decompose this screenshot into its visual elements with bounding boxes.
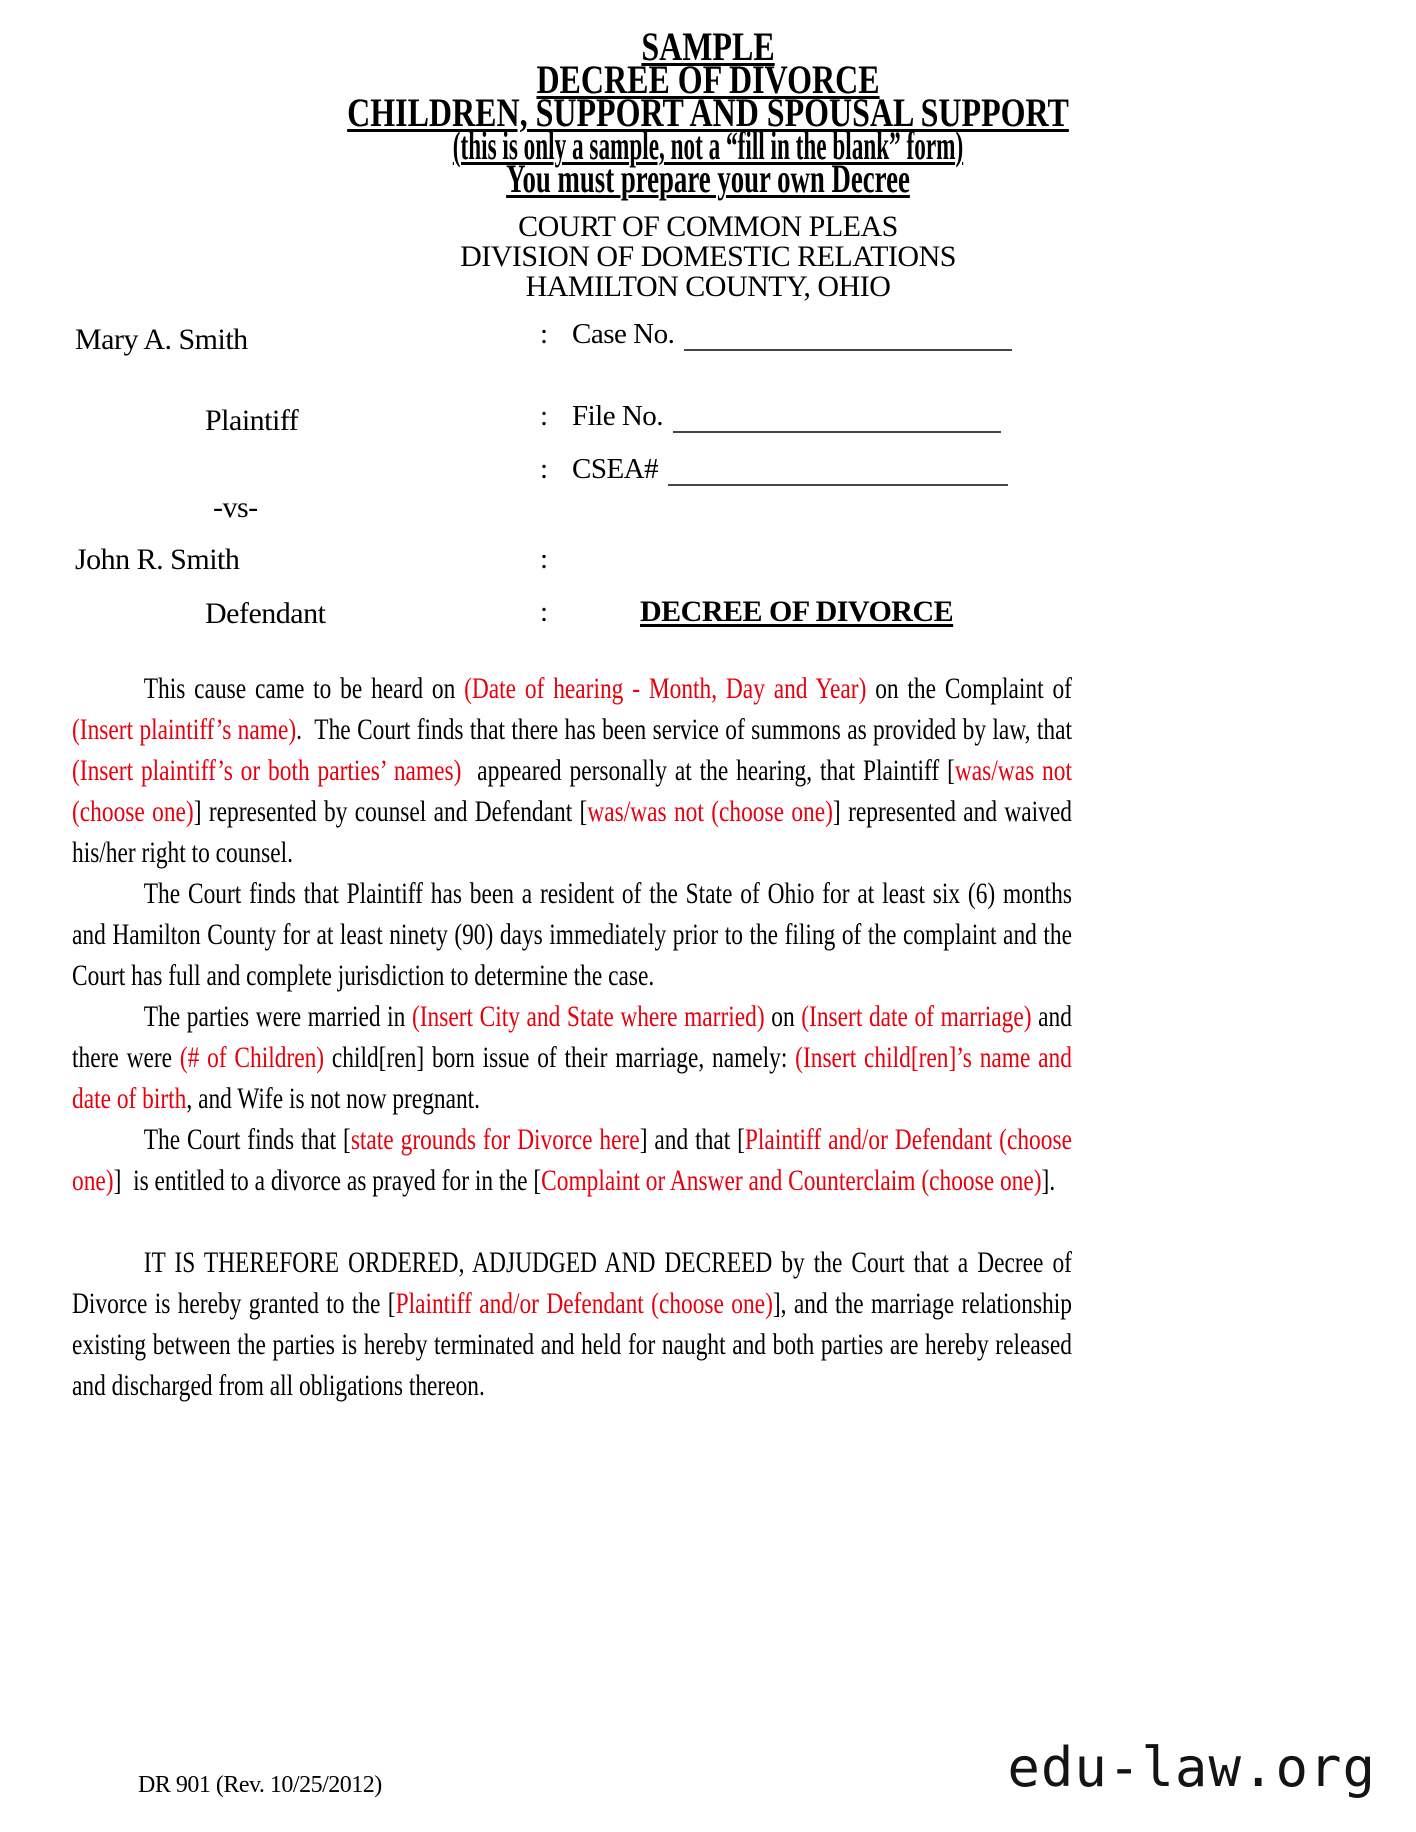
file-no-label: File No. xyxy=(572,400,664,432)
placeholder-text: (Insert plaintiff’s or both parties’ names) xyxy=(72,754,462,787)
title-line-children-support: CHILDREN, SUPPORT AND SPOUSAL SUPPORT xyxy=(347,90,1069,135)
placeholder-text: (Insert City and State where married) xyxy=(411,1000,765,1033)
body-text-run: , and Wife is not now pregnant. xyxy=(186,1082,481,1115)
decree-of-divorce-heading: DECREE OF DIVORCE xyxy=(640,595,954,628)
csea-row xyxy=(540,453,1008,486)
placeholder-text: state grounds for Divorce here xyxy=(350,1123,640,1156)
court-name: COURT OF COMMON PLEAS xyxy=(518,210,898,243)
placeholder-text: was/was not (choose one) xyxy=(587,795,833,828)
court-county: HAMILTON COUNTY, OHIO xyxy=(525,270,891,303)
body-text-run: The Court finds that Plaintiff has been a resident of the State of Ohio for at least six (6) months and Hamilton County for at least ninety (90) days immediately prior to the filing of the complaint and the Court has full and complete jurisdiction to determine the case. xyxy=(72,877,1078,992)
paragraph-grounds xyxy=(72,1119,1078,1201)
body-text-run: on the Complaint of xyxy=(866,672,1078,705)
placeholder-text: (Insert date of marriage) xyxy=(801,1000,1032,1033)
caption-separator: : xyxy=(540,596,549,628)
paragraph-order xyxy=(72,1242,1078,1406)
court-header xyxy=(0,212,1416,302)
placeholder-text: Plaintiff and/or Defendant (choose one) xyxy=(395,1287,773,1320)
paragraph-hearing xyxy=(72,668,1078,873)
case-no-blank xyxy=(684,319,1012,351)
csea-label: CSEA# xyxy=(572,453,659,485)
case-no-row xyxy=(540,318,1012,351)
paragraph-marriage xyxy=(72,996,1078,1119)
body-text-run: and there were xyxy=(72,1000,1078,1074)
paragraph-residency xyxy=(72,873,1078,996)
caption-separator: : xyxy=(540,318,548,350)
body-text-run: on xyxy=(764,1000,802,1033)
placeholder-text: (# of Children) xyxy=(179,1041,325,1074)
case-no-label: Case No. xyxy=(572,318,675,350)
body-text-run: The Court finds that [ xyxy=(143,1123,351,1156)
defendant-name: John R. Smith xyxy=(75,543,240,576)
form-number: DR 901 (Rev. 10/25/2012) xyxy=(138,1772,382,1798)
caption-separator: : xyxy=(540,543,549,575)
defendant-label: Defendant xyxy=(205,597,326,630)
body-text-run: child[ren] born issue of their marriage, namely: xyxy=(324,1041,796,1074)
title-line-only-a-sample: (this is only a sample, not a “fill in the blank” form) xyxy=(452,123,964,168)
versus-label: -vs- xyxy=(213,491,258,524)
body-text-run: ]. xyxy=(1041,1164,1056,1197)
court-division: DIVISION OF DOMESTIC RELATIONS xyxy=(460,240,956,273)
edu-law-watermark: edu-law.org xyxy=(1007,1736,1376,1799)
body-text-run: The parties were married in xyxy=(143,1000,412,1033)
body-text-run: ], and the marriage relationship existing between the parties is hereby terminated and held for naught and both parties are hereby released and discharged from all obligations thereon. xyxy=(72,1287,1078,1402)
file-no-blank xyxy=(673,401,1001,433)
caption-separator: : xyxy=(540,453,548,485)
title-line-decree: DECREE OF DIVORCE xyxy=(536,57,880,102)
body-text-run: . The Court finds that there has been service of summons as provided by law, that xyxy=(296,713,1078,746)
caption-separator: : xyxy=(540,400,548,432)
body-text-run: IT IS THEREFORE ORDERED, ADJUDGED AND DECREED by the Court that a Decree of Divorce is hereby granted to the [ xyxy=(72,1246,1078,1320)
body-text-run: appeared personally at the hearing, that Plaintiff [ xyxy=(461,754,955,787)
placeholder-text: Plaintiff and/or Defendant (choose one) xyxy=(72,1123,1078,1197)
body-text-run: ] is entitled to a divorce as prayed for in the [ xyxy=(113,1164,542,1197)
body-text-run: ] represented and waived his/her right to counsel. xyxy=(72,795,1078,869)
plaintiff-label: Plaintiff xyxy=(205,404,299,437)
placeholder-text: (Insert plaintiff’s name) xyxy=(72,713,297,746)
decree-body xyxy=(72,668,1078,1406)
placeholder-text: (Date of hearing - Month, Day and Year) xyxy=(464,672,867,705)
title-line-prepare-own: You must prepare your own Decree xyxy=(506,156,910,201)
body-text-run: This cause came to be heard on xyxy=(143,672,465,705)
body-text-run: ] and that [ xyxy=(639,1123,745,1156)
csea-blank xyxy=(668,454,1008,486)
placeholder-text: was/was not (choose one) xyxy=(72,754,1078,828)
title-line-sample: SAMPLE xyxy=(641,24,775,69)
file-no-row xyxy=(540,400,1001,433)
sample-title-block xyxy=(0,24,1416,201)
placeholder-text: (Insert child[ren]’s name and date of birth xyxy=(72,1041,1078,1115)
plaintiff-name: Mary A. Smith xyxy=(75,323,248,356)
body-text-run: ] represented by counsel and Defendant [ xyxy=(193,795,588,828)
placeholder-text: Complaint or Answer and Counterclaim (choose one) xyxy=(541,1164,1042,1197)
